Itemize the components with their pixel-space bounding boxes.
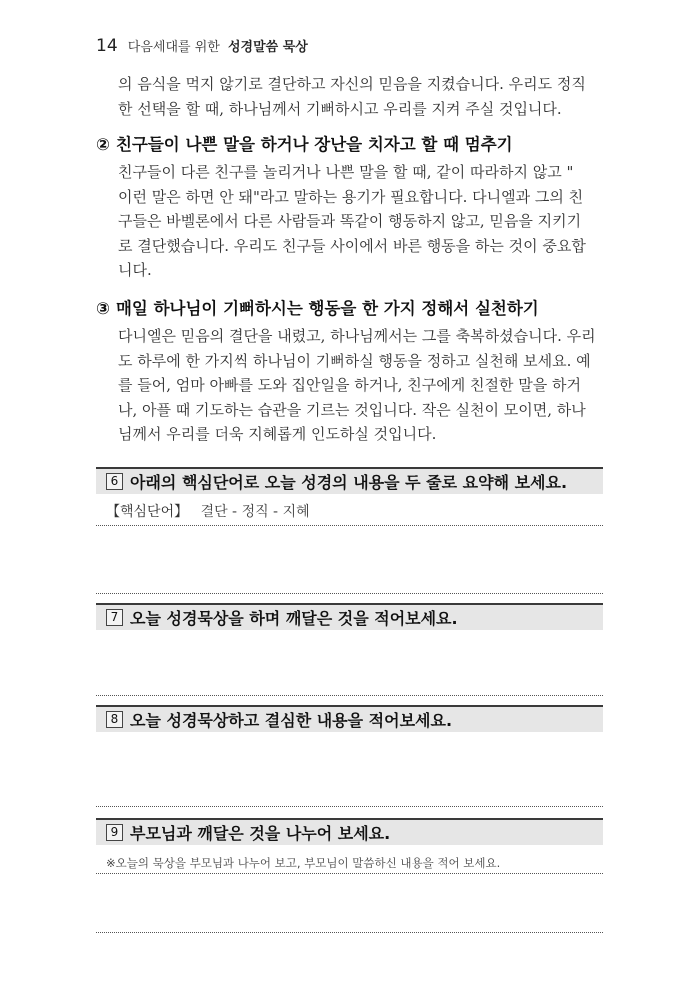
question-6-bar: [96, 467, 603, 494]
keyword-label: 【핵심단어】: [106, 504, 189, 520]
section-2-body: [118, 160, 604, 283]
question-text: 오늘 성경묵상하고 결심한 내용을 적어보세요.: [130, 711, 453, 730]
question-number-box: 7: [106, 609, 123, 626]
keyword-line: [106, 501, 310, 521]
page-number: 14: [96, 36, 118, 56]
intro-paragraph: [118, 72, 604, 121]
text-line: 니다.: [118, 261, 152, 279]
book-title: 성경말씀 묵상: [227, 40, 308, 55]
text-line: 의 음식을 먹지 않기로 결단하고 자신의 믿음을 지켰습니다. 우리도 정직: [118, 75, 586, 93]
question-text: 아래의 핵심단어로 오늘 성경의 내용을 두 줄로 요약해 보세요.: [130, 473, 568, 492]
text-line: 다니엘은 믿음의 결단을 내렸고, 하나님께서는 그를 축복하셨습니다. 우리: [118, 327, 596, 345]
section-3-body: [118, 324, 604, 447]
text-line: 나, 아플 때 기도하는 습관을 기르는 것입니다. 작은 실천이 모이면, 하나: [118, 400, 586, 419]
text-line: 이런 말은 하면 안 돼"라고 말하는 용기가 필요합니다. 다니엘과 그의 친: [118, 187, 584, 206]
answer-line[interactable]: [96, 525, 603, 526]
answer-line[interactable]: [96, 695, 603, 696]
text-line: 로 결단했습니다. 우리도 친구들 사이에서 바른 행동을 하는 것이 중요합: [118, 236, 586, 255]
text-line: 님께서 우리를 더욱 지혜롭게 인도하실 것입니다.: [118, 425, 437, 443]
question-8-bar: [96, 705, 603, 732]
section-title: 매일 하나님이 기뻐하시는 행동을 한 가지 정해서 실천하기: [115, 299, 539, 318]
answer-line[interactable]: [96, 593, 603, 594]
section-2-heading: [96, 131, 513, 155]
text-line: 를 들어, 엄마 아빠를 도와 집안일을 하거나, 친구에게 친절한 말을 하거: [118, 376, 581, 394]
keywords: 결단 - 정직 - 지혜: [200, 504, 310, 520]
question-number-box: 6: [106, 473, 123, 490]
page-header: [96, 36, 308, 56]
series-title: 다음세대를 위한: [127, 40, 220, 55]
question-9-bar: [96, 818, 603, 845]
question-text: 오늘 성경묵상을 하며 깨달은 것을 적어보세요.: [130, 609, 458, 628]
text-line: 구들은 바벨론에서 다른 사람들과 똑같이 행동하지 않고, 믿음을 지키기: [118, 212, 582, 230]
answer-line[interactable]: [96, 932, 603, 933]
instruction-note: ※오늘의 묵상을 부모님과 나누어 보고, 부모님이 말씀하신 내용을 적어 보세요.: [106, 856, 501, 870]
answer-line[interactable]: [96, 806, 603, 807]
section-3-heading: [96, 295, 539, 319]
question-number-box: 8: [106, 711, 123, 728]
question-number-box: 9: [106, 824, 123, 841]
section-title: 친구들이 나쁜 말을 하거나 장난을 치자고 할 때 멈추기: [115, 135, 513, 154]
text-line: 친구들이 다른 친구를 놀리거나 나쁜 말을 할 때, 같이 따라하지 않고 ": [118, 163, 574, 181]
section-number: ②: [96, 135, 110, 154]
section-number: ③: [96, 299, 110, 318]
answer-line[interactable]: [96, 873, 603, 874]
question-7-bar: [96, 603, 603, 630]
question-text: 부모님과 깨달은 것을 나누어 보세요.: [130, 824, 391, 843]
text-line: 도 하루에 한 가지씩 하나님이 기뻐하실 행동을 정하고 실천해 보세요. 예: [118, 351, 591, 370]
text-line: 한 선택을 할 때, 하나님께서 기뻐하시고 우리를 지켜 주실 것입니다.: [118, 99, 562, 118]
